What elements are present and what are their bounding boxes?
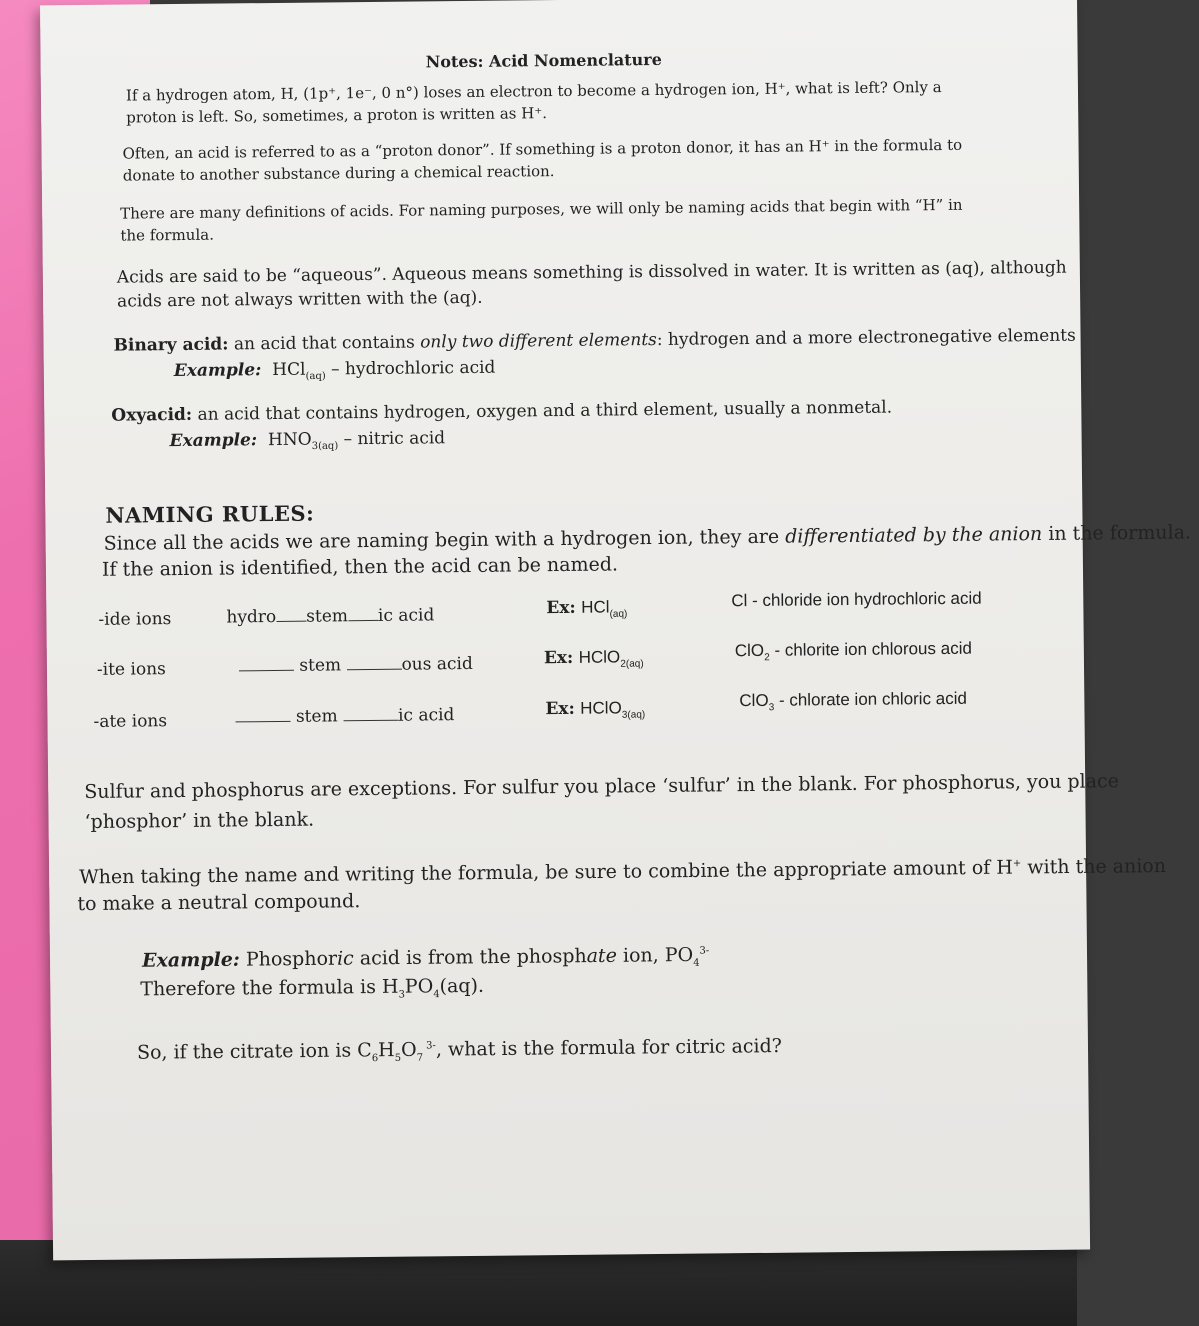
rule-example-ate xyxy=(545,697,645,727)
rules-line1-a: Since all the acids we are naming begin with a hydrogen ion, they are xyxy=(103,525,786,555)
intro-p3-line1: There are many definitions of acids. For naming purposes, we will only be naming acids that begin with “H” in xyxy=(120,195,963,223)
naming-rules-heading: NAMING RULES: xyxy=(105,500,315,528)
stem: stem xyxy=(299,655,342,676)
suffix: ous acid xyxy=(401,653,473,675)
stem: stem xyxy=(295,706,338,727)
rule-row-ite xyxy=(97,658,166,681)
ex2-b: acid is from the phosph xyxy=(353,945,587,970)
ex-label: Ex: xyxy=(543,647,574,669)
anion-description: - chlorate ion chloric acid xyxy=(774,688,968,710)
stem: stem xyxy=(306,606,349,627)
anion-number: 2 xyxy=(764,652,770,664)
blank-line xyxy=(239,669,294,672)
combine-line2: to make a neutral compound. xyxy=(77,890,361,916)
rule-pattern-ide xyxy=(226,604,434,628)
exceptions-line2: ‘phosphor’ in the blank. xyxy=(84,808,315,834)
rule-pattern-ate xyxy=(235,704,454,728)
ex-label: Ex: xyxy=(546,597,576,619)
rule-row-ide xyxy=(98,608,171,631)
example-label: Example: xyxy=(141,948,240,972)
rules-line1-emphasis: differentiated by the anion xyxy=(785,522,1043,548)
prefix: hydro xyxy=(226,606,277,628)
example-label: Example: xyxy=(169,430,258,452)
combine-line1 xyxy=(79,850,1166,891)
worksheet-page xyxy=(40,0,1192,1260)
formula: HCl xyxy=(581,597,610,617)
rule-anion-ite xyxy=(735,638,972,670)
intro-p4-line1: Acids are said to be “aqueous”. Aqueous means something is dissolved in water. It is written as (aq), although xyxy=(116,257,1067,288)
ion-type: -ate ions xyxy=(93,711,168,732)
rule-anion-ate xyxy=(739,688,967,720)
rule-row-ate xyxy=(93,710,167,733)
ex2-line2-c: (aq). xyxy=(439,974,485,998)
formula-subscript: (aq) xyxy=(317,440,339,452)
binary-acid-definition xyxy=(113,325,1075,357)
ex-label: Ex: xyxy=(545,698,575,720)
formula-subscript: (aq) xyxy=(609,608,628,620)
formula-number: 3 xyxy=(621,709,628,721)
rule-anion-ide xyxy=(731,588,982,613)
superscript: + xyxy=(1012,858,1022,870)
binary-acid-term: Binary acid: xyxy=(113,334,229,356)
page-title: Notes: Acid Nomenclature xyxy=(425,49,662,72)
acid-name: – hydrochloric acid xyxy=(325,357,496,380)
binary-acid-example xyxy=(174,357,496,390)
intro-p2-line2: donate to another substance during a chemical reaction. xyxy=(122,162,555,185)
ion-type: -ide ions xyxy=(98,609,172,630)
blank-line xyxy=(236,720,291,723)
phosphoric-example-line2 xyxy=(140,973,484,1011)
formula-subscript: (aq) xyxy=(627,709,646,721)
charge: 3- xyxy=(699,945,710,957)
blank-line xyxy=(276,620,306,622)
intro-p4-line2: acids are not always written with the (aq). xyxy=(117,287,483,312)
oxyacid-definition xyxy=(111,397,892,427)
charge: 3- xyxy=(422,1040,436,1052)
subscript: 6 xyxy=(371,1053,379,1065)
formula: HCl xyxy=(272,359,306,381)
combine-b: with the anion xyxy=(1021,855,1167,879)
blank-line xyxy=(347,668,402,671)
ex2-a: Phosphor xyxy=(239,947,338,971)
example-label: Example: xyxy=(173,360,262,382)
subscript: 4 xyxy=(693,957,700,969)
intro-p3-line2: the formula. xyxy=(120,225,215,245)
subscript: 3 xyxy=(398,989,406,1001)
blank-line xyxy=(348,619,378,621)
ex2-ic: ic xyxy=(336,947,354,970)
binary-def-b: : hydrogen and a more electronegative elements xyxy=(656,325,1076,350)
blank-line xyxy=(343,719,398,722)
binary-def-emphasis: only two different elements xyxy=(420,329,657,353)
anion-description: - chlorite ion chlorous acid xyxy=(769,638,972,660)
anion: ClO xyxy=(739,690,769,711)
subscript: 5 xyxy=(394,1052,402,1064)
ex2-line2-a: Therefore the formula is H xyxy=(140,975,399,1001)
binary-def-a: an acid that contains xyxy=(228,332,421,355)
q-a: So, if the citrate ion is C xyxy=(136,1039,372,1064)
acid-name: – nitric acid xyxy=(338,428,446,450)
suffix: ic acid xyxy=(377,605,435,626)
ex2-line2-b: PO xyxy=(404,975,434,998)
subscript: 4 xyxy=(433,989,440,1001)
ion-type: -ite ions xyxy=(96,659,166,680)
q-c: O xyxy=(400,1038,417,1062)
q-b: H xyxy=(377,1039,395,1062)
intro-p2-line1: Often, an acid is referred to as a “proton donor”. If something is a proton donor, it has an H⁺ in the formula to xyxy=(122,135,963,163)
q-d: , what is the formula for citric acid? xyxy=(435,1035,783,1061)
oxyacid-example xyxy=(169,427,445,459)
anion-number: 3 xyxy=(768,702,775,714)
oxyacid-term: Oxyacid: xyxy=(111,404,193,426)
formula-subscript: (aq) xyxy=(625,658,644,670)
oxyacid-def: an acid that contains hydrogen, oxygen and a third element, usually a nonmetal. xyxy=(192,397,893,425)
citric-acid-question xyxy=(137,1030,782,1075)
ex2-c: ion, PO xyxy=(616,943,694,967)
ex2-ate: ate xyxy=(586,944,618,968)
rule-example-ite xyxy=(544,646,644,676)
suffix: ic acid xyxy=(397,705,455,726)
naming-rules-line2: If the anion is identified, then the acid can be named. xyxy=(101,553,619,581)
rule-example-ide xyxy=(546,596,627,626)
anion-description: - chloride ion hydrochloric acid xyxy=(747,588,982,611)
formula-number: 2 xyxy=(620,658,626,670)
formula: HClO xyxy=(580,698,622,718)
combine-a: When taking the name and writing the formula, be sure to combine the appropriate amount of H xyxy=(79,856,1013,889)
formula: HClO xyxy=(578,647,621,667)
formula: HNO xyxy=(267,429,312,451)
formula-subscript: (aq) xyxy=(305,370,326,383)
exceptions-line1: Sulfur and phosphorus are exceptions. For sulfur you place ‘sulfur’ in the blank. For phosphorus, you place xyxy=(84,770,1119,804)
anion: Cl xyxy=(731,591,748,611)
intro-p1-line2: proton is left. So, sometimes, a proton is written as H⁺. xyxy=(126,104,548,127)
intro-p1-line1: If a hydrogen atom, H, (1p⁺, 1e⁻, 0 n°) loses an electron to become a hydrogen ion, H⁺, what is left? Only a xyxy=(125,77,942,105)
subscript: 7 xyxy=(416,1052,424,1064)
anion: ClO xyxy=(734,640,765,661)
rule-pattern-ite xyxy=(239,653,473,677)
rules-line1-b: in the formula. xyxy=(1042,521,1192,545)
formula-number: 3 xyxy=(311,440,319,452)
